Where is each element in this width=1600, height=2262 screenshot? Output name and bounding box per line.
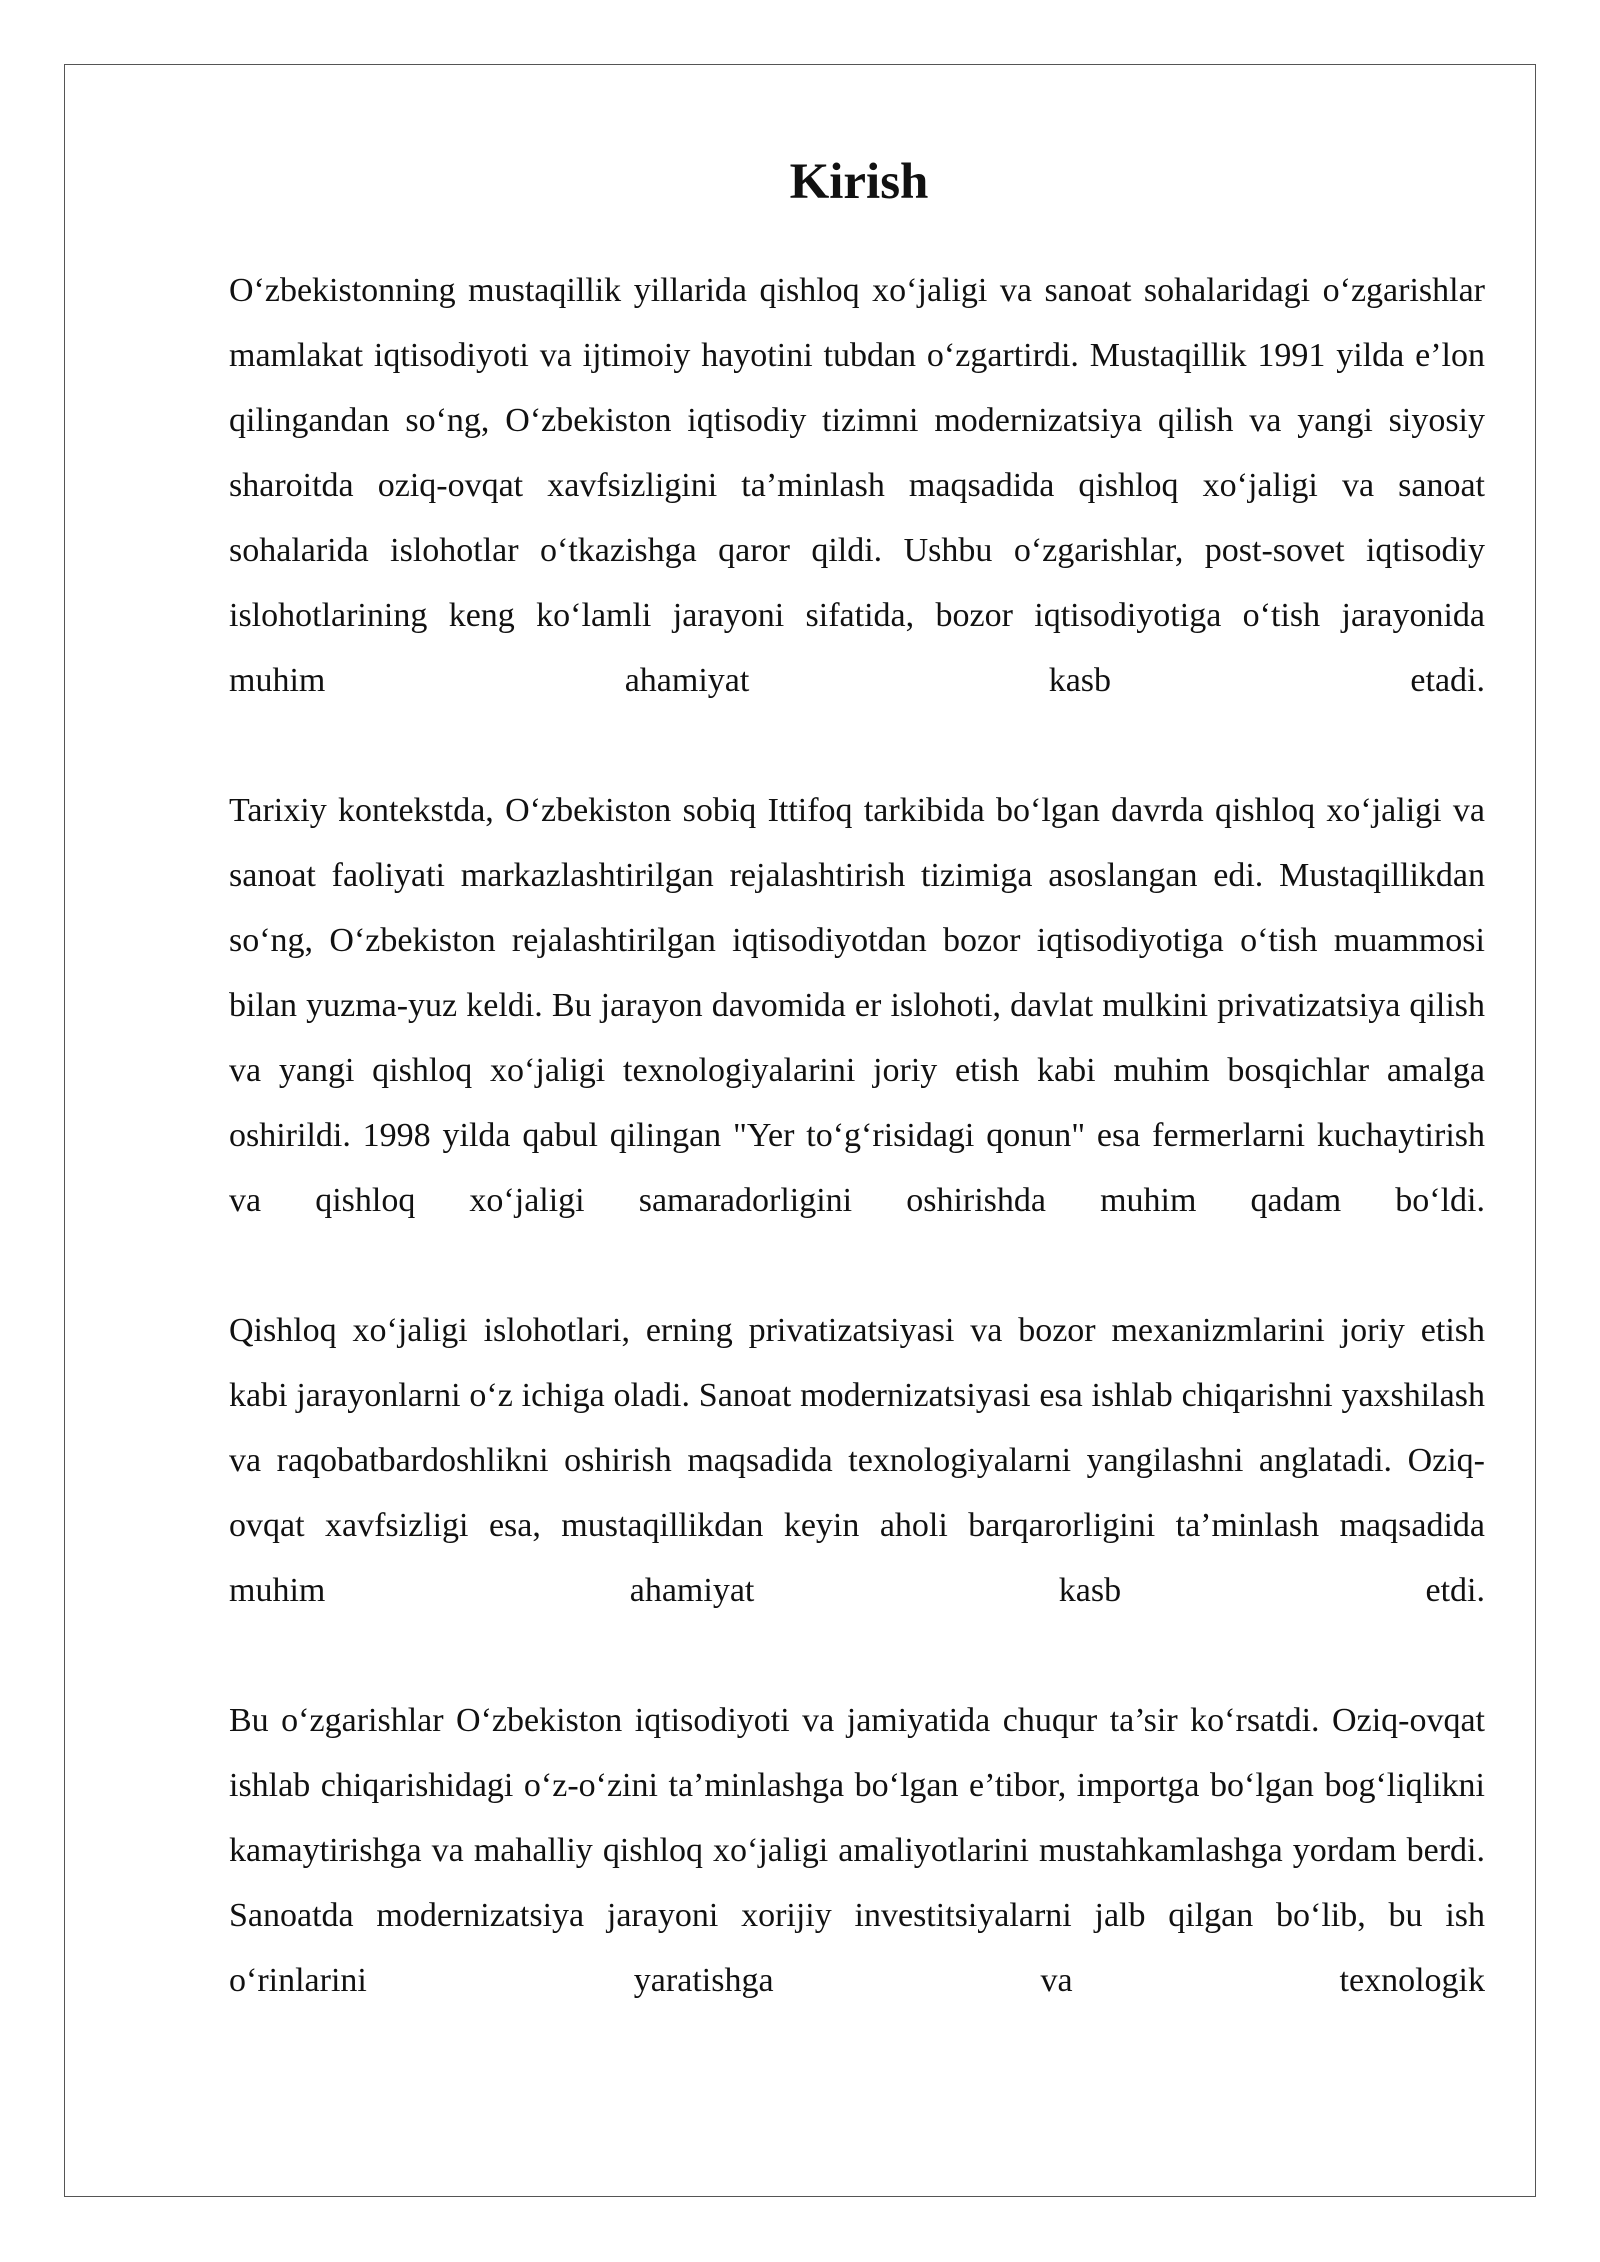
paragraph-1: Oʻzbekistonning mustaqillik yillarida qishloq xoʻjaligi va sanoat sohalaridagi oʻzgarishlar mamlakat iqtisodiyoti va ijtimoiy hayotini tubdan oʻzgartirdi. Mustaqillik 1991 yilda e’lon qilingandan soʻng, Oʻzbekiston iqtisodiy tizimni modernizatsiya qilish va yangi siyosiy sharoitda oziq-ovqat xavfsizligini ta’minlash maqsadida qishloq xoʻjaligi va sanoat sohalarida islohotlar oʻtkazishga qaror qildi. Ushbu oʻzgarishlar, post-sovet iqtisodiy islohotlarining keng koʻlamli jarayoni sifatida, bozor iqtisodiyotiga oʻtish jarayonida muhim ahamiyat kasb etadi. — [229, 272, 1485, 699]
document-title: Kirish — [789, 154, 929, 210]
document-body — [229, 148, 1485, 2013]
paragraph-3: Qishloq xoʻjaligi islohotlari, erning privatizatsiyasi va bozor mexanizmlarini joriy etish kabi jarayonlarni oʻz ichiga oladi. Sanoat modernizatsiyasi esa ishlab chiqarishni yaxshilash va raqobatbardoshlikni oshirish maqsadida texnologiyalarni yangilashni anglatadi. Oziq-ovqat xavfsizligi esa, mustaqillikdan keyin aholi barqarorligini ta’minlash maqsadida muhim ahamiyat kasb etdi. — [229, 1312, 1485, 1609]
paragraph-4: Bu oʻzgarishlar Oʻzbekiston iqtisodiyoti va jamiyatida chuqur ta’sir koʻrsatdi. Oziq-ovqat ishlab chiqarishidagi oʻz-oʻzini ta’minlashga boʻlgan e’tibor, importga boʻlgan bogʻliqlikni kamaytirishga va mahalliy qishloq xoʻjaligi amaliyotlarini mustahkamlashga yordam berdi. Sanoatda modernizatsiya jarayoni xorijiy investitsiyalarni jalb qilgan boʻlib, bu ish oʻrinlarini yaratishga va texnologik — [229, 1702, 1485, 1999]
paragraph-2: Tarixiy kontekstda, Oʻzbekiston sobiq Ittifoq tarkibida boʻlgan davrda qishloq xoʻjaligi va sanoat faoliyati markazlashtirilgan rejalashtirish tizimiga asoslangan edi. Mustaqillikdan soʻng, Oʻzbekiston rejalashtirilgan iqtisodiyotdan bozor iqtisodiyotiga oʻtish muammosi bilan yuzma-yuz keldi. Bu jarayon davomida er islohoti, davlat mulkini privatizatsiya qilish va yangi qishloq xoʻjaligi texnologiyalarini joriy etish kabi muhim bosqichlar amalga oshirildi. 1998 yilda qabul qilingan "Yer toʻgʻrisidagi qonun" esa fermerlarni kuchaytirish va qishloq xoʻjaligi samaradorligini oshirishda muhim qadam boʻldi. — [229, 792, 1485, 1219]
